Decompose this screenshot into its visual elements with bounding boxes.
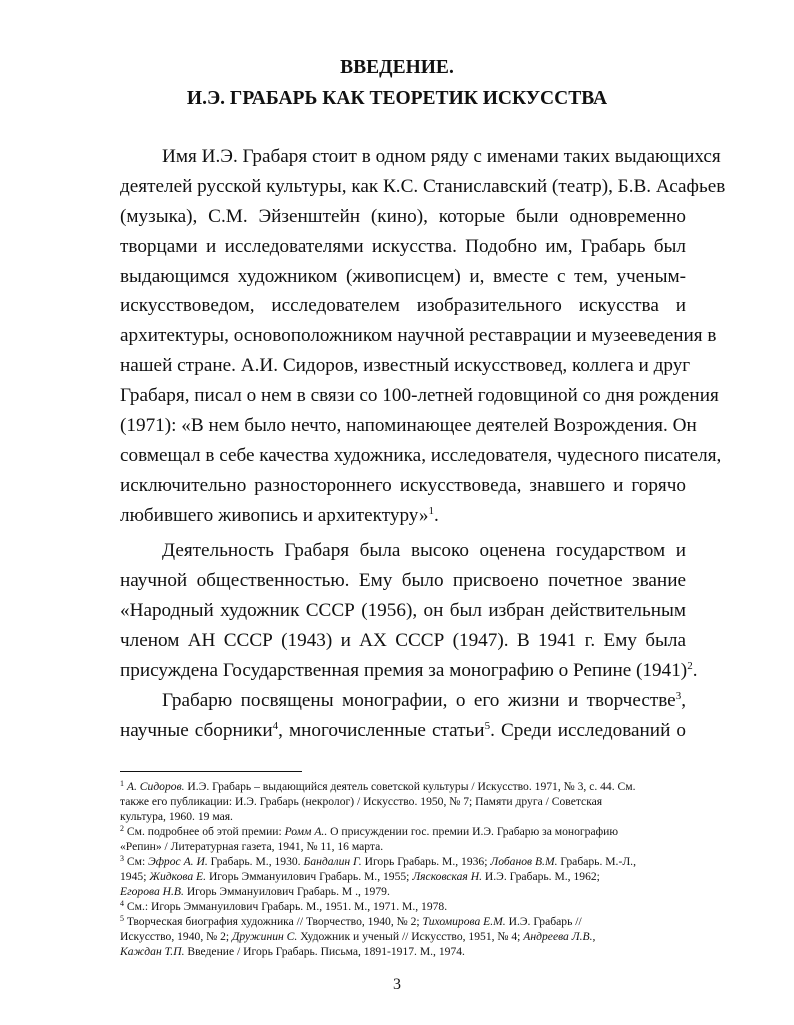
text-line: научной общественностью. Ему было присвоено почетное звание	[120, 569, 686, 591]
footnote-number: 1	[120, 779, 124, 788]
text-line: творцами и исследователями искусства. Подобно им, Грабарь был	[120, 235, 686, 257]
text-line: членом АН СССР (1943) и АХ СССР (1947). В 1941 г. Ему была	[120, 629, 686, 651]
text-fragment: .	[692, 659, 698, 681]
text-line	[120, 716, 686, 746]
footnote-text: Введение / Игорь Грабарь. Письма, 1891-1917. М., 1974.	[187, 945, 465, 958]
footnote-ref-1[interactable]: 1	[428, 504, 434, 517]
text-line	[120, 501, 686, 531]
footnote-text: Игорь Эммануилович Грабарь. М., 1955;	[208, 870, 410, 883]
footnote-number: 5	[120, 914, 124, 923]
text-fragment: . Среди исследований о	[490, 719, 686, 741]
footnote-divider	[120, 771, 302, 772]
text-line: Деятельность Грабаря была высоко оценена государством и	[162, 540, 686, 561]
page-number: 3	[393, 976, 401, 993]
footnote-text: Художник и ученый // Искусство, 1951, № 4;	[300, 930, 521, 943]
text-fragment: присуждена Государственная премия за монографию о Репине (1941)	[120, 659, 688, 681]
footnote-number: 2	[120, 824, 124, 833]
footnote-text: О присуждении гос. премии И.Э. Грабарю за монографию	[330, 825, 618, 838]
footnote-text: Творческая биография художника // Творчество, 1940, № 2;	[126, 915, 420, 928]
footnote-5	[120, 914, 700, 929]
paragraph-2	[120, 536, 698, 685]
text-line	[120, 656, 698, 686]
footnote-text: Игорь Грабарь. М., 1936;	[364, 855, 488, 868]
footnote-author: А. Сидоров.	[126, 780, 185, 793]
footnote-author: Эфрос А. И.	[148, 855, 208, 868]
paragraph-3	[120, 686, 686, 746]
footnotes	[120, 779, 700, 959]
text-fragment: любившего живопись и архитектуру»	[120, 504, 429, 526]
text-fragment: .	[433, 504, 439, 526]
footnote-line	[120, 944, 700, 959]
footnote-2	[120, 824, 700, 839]
footnote-text: См:	[126, 855, 146, 868]
footnote-author: Жидкова Е.	[149, 870, 207, 883]
footnote-line: также его публикации: И.Э. Грабарь (некролог) / Искусство. 1950, № 7; Памяти друга / Советская	[120, 795, 603, 808]
footnote-author: Лясковская Н.	[412, 870, 482, 883]
text-line	[120, 686, 686, 716]
footnote-author: Тихомирова Е.М.	[422, 915, 506, 928]
footnote-ref-3[interactable]: 3	[675, 690, 682, 702]
footnote-text: И.Э. Грабарь – выдающийся деятель советской культуры / Искусство. 1971, № 3, с. 44. См.	[187, 780, 636, 793]
footnote-ref-2[interactable]: 2	[687, 659, 693, 672]
footnote-author: Андреева Л.В.,	[523, 930, 596, 943]
text-line: совмещал в себе качества художника, исследователя, чудесного писателя,	[120, 444, 722, 466]
text-line: нашей стране. А.И. Сидоров, известный искусствовед, коллега и друг	[120, 355, 691, 377]
text-line: архитектуры, основоположником научной реставрации и музееведения в	[120, 325, 717, 347]
text-line: деятелей русской культуры, как К.С. Станиславский (театр), Б.В. Асафьев	[120, 175, 726, 197]
text-fragment: ,	[681, 690, 686, 711]
text-fragment: Грабарю посвящены монографии, о его жизни и творчестве	[162, 690, 676, 711]
footnote-3	[120, 854, 700, 869]
footnote-text: 1945;	[120, 870, 147, 883]
footnote-number: 3	[120, 854, 124, 863]
footnote-number: 4	[120, 899, 124, 908]
footnote-author: Егорова Н.В.	[120, 885, 184, 898]
footnote-text: Игорь Эммануилович Грабарь. М ., 1979.	[186, 885, 390, 898]
footnote-line: «Репин» / Литературная газета, 1941, № 11, 16 марта.	[120, 840, 384, 853]
footnote-1	[120, 779, 700, 794]
footnote-text: И.Э. Грабарь. М., 1962;	[484, 870, 600, 883]
footnote-4	[120, 899, 700, 914]
footnote-line	[120, 929, 700, 944]
footnote-author: Бандалин Г.	[303, 855, 362, 868]
text-line: исключительно разностороннего искусствоведа, знавшего и горячо	[120, 474, 686, 496]
text-line: выдающимся художником (живописцем) и, вместе с тем, ученым-	[120, 265, 686, 287]
paragraph-1	[120, 142, 726, 531]
footnote-ref-4[interactable]: 4	[272, 719, 279, 732]
chapter-heading: ВВЕДЕНИЕ.	[340, 57, 454, 78]
footnote-text: См.: Игорь Эммануилович Грабарь. М., 1951. М., 1971. М., 1978.	[126, 900, 448, 913]
footnote-text: Грабарь. М., 1930.	[210, 855, 301, 868]
footnote-author: Лобанов В.М.	[490, 855, 558, 868]
footnote-line	[120, 869, 700, 884]
footnote-author: Дружинин С.	[232, 930, 298, 943]
text-fragment: научные сборники	[120, 719, 273, 741]
text-line: искусствоведом, исследователем изобразительного искусства и	[120, 295, 686, 317]
footnote-text: См. подробнее об этой премии:	[126, 825, 282, 838]
footnote-line	[120, 884, 700, 899]
text-line: (1971): «В нем было нечто, напоминающее деятелей Возрождения. Он	[120, 415, 697, 437]
text-line: (музыка), С.М. Эйзенштейн (кино), которые были одновременно	[120, 205, 686, 227]
text-line: Грабаря, писал о нем в связи со 100-летней годовщиной со дня рождения	[120, 385, 719, 407]
footnote-author: Ромм А..	[284, 825, 328, 838]
text-line: «Народный художник СССР (1956), он был избран действительным	[120, 599, 686, 621]
text-fragment: , многочисленные статьи	[278, 719, 485, 741]
footnote-ref-5[interactable]: 5	[484, 719, 491, 732]
footnote-text: Искусство, 1940, № 2;	[120, 930, 230, 943]
text-line: Имя И.Э. Грабаря стоит в одном ряду с именами таких выдающихся	[162, 146, 721, 167]
footnote-text: И.Э. Грабарь //	[508, 915, 582, 928]
footnote-line: культура, 1960. 19 мая.	[120, 810, 233, 823]
footnote-text: Грабарь. М.-Л.,	[560, 855, 636, 868]
footnote-author: Каждан Т.П.	[120, 945, 185, 958]
chapter-subheading: И.Э. ГРАБАРЬ КАК ТЕОРЕТИК ИСКУССТВА	[186, 88, 608, 109]
